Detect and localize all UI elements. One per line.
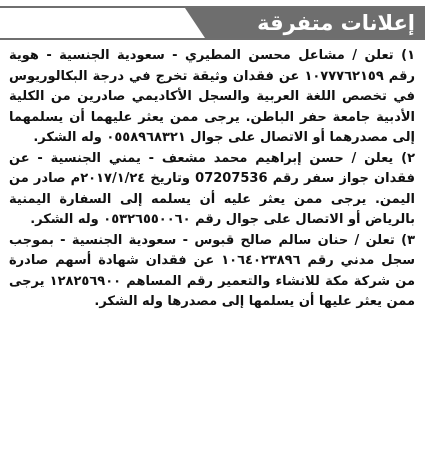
ad-item-1 [9,46,415,149]
ads-list [9,46,415,313]
ad-text: تعلن / مشاعل محسن المطيري - سعودية الجنسية - هوية رقم ١٠٧٧٧٦٢١٥٩ عن فقدان وثيقة تخرج في درجة البكالوريوس في تخصص اللغة العربية والسجل الأكاديمي صادرين من الكلية الأدبية جامعة حفر الباطن. يرجى ممن يعثر عليهما أن يسلمهما إلى مصدرهما أو الاتصال على جوال ٠٥٥٨٩٦٨٣٢١ وله الشكر. [9,48,415,145]
ad-text: تعلن / حنان سالم صالح قبوس - سعودية الجنسية - بموجب سجل مدني رقم ١٠٦٤٠٢٣٨٩٦ عن فقدان شهادة أسهم صادرة من شركة مكة للانشاء والتعمير رقم المساهم ١٢٨٢٥٦٩٠٠ يرجى ممن يعثر عليها أن يسلمها إلى مصدرها وله الشكر. [9,232,416,309]
ad-item-3 [9,231,415,313]
section-title: إعلانات متفرقة [205,8,425,38]
section-header [0,6,425,40]
ad-number: ٢) [401,150,415,166]
ad-item-2 [9,149,415,231]
ad-number: ١) [401,48,415,63]
ad-number: ٣) [401,232,415,248]
ad-text: يعلن / حسن إبراهيم محمد مشعف - يمني الجنسية - عن فقدان جواز سفر رقم 07207536 وتاريخ ٢٠١٧/١/٢٤م صادر من اليمن. يرجى ممن يعثر عليه أن يسلمه إلى السفارة اليمنية بالرياض أو الاتصال على جوال رقم ٠٥٣٢٦٥٥٠٠٦٠ وله الشكر. [9,150,415,227]
